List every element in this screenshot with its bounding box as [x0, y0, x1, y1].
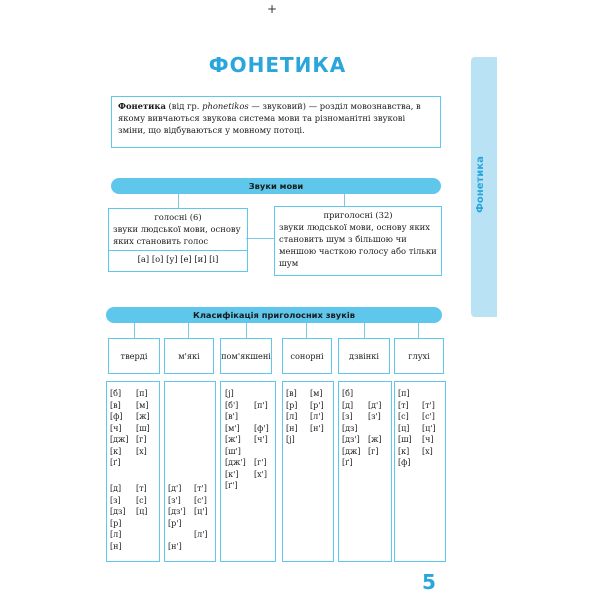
- sound-cell: [т']: [422, 400, 435, 410]
- sound-cell: [х]: [136, 446, 147, 456]
- sound-cell: [б']: [225, 400, 239, 410]
- vowels-heading: голосні (6): [154, 212, 202, 222]
- sound-cell: [ж']: [225, 435, 241, 444]
- sound-cell: [з]: [342, 412, 353, 421]
- connector-line: [364, 323, 365, 338]
- sound-cell: [г']: [254, 458, 267, 467]
- sound-cell: [н]: [286, 423, 298, 433]
- category-sonorant: сонорні: [282, 338, 332, 374]
- sound-cell: [ш]: [398, 435, 412, 444]
- sound-cell: [л']: [194, 530, 208, 539]
- definition-post: — звуковий) — розділ мовознавства, в якому вивчаються звукова система мови та різноманітні звукові зміни, що відбуваються у мовному потоці.: [118, 101, 421, 135]
- sound-cell: [т]: [398, 400, 409, 410]
- sound-cell: [к]: [398, 446, 410, 456]
- column-soft: [164, 381, 216, 562]
- sound-cell: [ц]: [398, 423, 410, 433]
- vowels-list: [а] [о] [у] [е] [и] [і]: [109, 250, 247, 265]
- sound-cell: [дз]: [110, 507, 126, 516]
- sound-cell: [т]: [136, 484, 147, 493]
- sound-cell: [дж]: [342, 446, 361, 456]
- sound-cell: [ш]: [136, 423, 150, 433]
- consonants-heading: приголосні (32): [323, 210, 393, 220]
- sound-cell: [ґ]: [342, 458, 353, 467]
- sound-cell: [з]: [110, 495, 121, 505]
- sound-cell: [п']: [254, 400, 268, 410]
- connector-line: [418, 323, 419, 338]
- crop-mark: +: [267, 2, 278, 16]
- sound-cell: [з']: [168, 495, 181, 505]
- sound-cell: [м]: [136, 400, 149, 410]
- connector-line: [178, 194, 179, 208]
- sound-cell: [р']: [310, 400, 324, 410]
- sound-cell: [ф]: [398, 458, 411, 467]
- sound-cell: [х']: [254, 469, 267, 479]
- sound-cell: [ц']: [422, 423, 436, 433]
- sound-cell: [м']: [225, 423, 240, 433]
- sound-cell: [л]: [110, 530, 122, 539]
- sound-cell: [г]: [136, 435, 147, 444]
- sound-cell: [дз']: [168, 507, 186, 516]
- sound-cell: [дз]: [342, 423, 358, 433]
- sound-cell: [ч]: [422, 435, 434, 444]
- consonants-box: [274, 206, 442, 276]
- sound-cell: [j]: [286, 435, 295, 444]
- sound-cell: [р']: [168, 518, 182, 528]
- sound-cell: [ґ']: [225, 481, 238, 490]
- category-voiced: дзвінкі: [338, 338, 390, 374]
- sound-cell: [ш']: [225, 446, 241, 456]
- sound-cell: [ф']: [254, 423, 269, 433]
- sound-cell: [д']: [168, 484, 182, 493]
- sound-cell: [ґ]: [110, 458, 121, 467]
- connector-line: [188, 323, 189, 338]
- sound-cell: [х]: [422, 446, 433, 456]
- vowels-box: [108, 208, 248, 272]
- sound-cell: [м]: [310, 389, 323, 398]
- category-palatalized: пом'якшені: [220, 338, 272, 374]
- connector-line: [344, 194, 345, 206]
- sound-cell: [в]: [110, 400, 121, 410]
- sound-cell: [с]: [136, 495, 147, 505]
- definition-term: Фонетика: [118, 101, 166, 111]
- sound-cell: [б]: [342, 389, 354, 398]
- classification-bar: Класифікація приголосних звуків: [106, 307, 442, 323]
- sound-cell: [в]: [286, 389, 297, 398]
- sound-cell: [п]: [398, 389, 410, 398]
- definition-pre: (від гр.: [165, 101, 203, 111]
- connector-line: [306, 323, 307, 338]
- connector-line: [246, 323, 247, 338]
- sound-cell: [ч]: [110, 423, 122, 433]
- side-tab-label: Фонетика: [475, 156, 486, 214]
- sound-cell: [с']: [194, 495, 207, 505]
- sound-cell: [с']: [422, 412, 435, 421]
- sound-cell: [к']: [225, 469, 239, 479]
- connector-line: [246, 238, 274, 239]
- definition-box: [111, 96, 441, 148]
- sound-cell: [ж]: [368, 435, 382, 444]
- category-hard: тверді: [108, 338, 160, 374]
- page-title: ФОНЕТИКА: [208, 53, 347, 77]
- sounds-bar: Звуки мови: [111, 178, 441, 194]
- sound-cell: [с]: [398, 412, 409, 421]
- sound-cell: [д]: [110, 484, 122, 493]
- sound-cell: [в']: [225, 412, 238, 421]
- sound-cell: [дж']: [225, 458, 246, 467]
- sound-cell: [н']: [168, 541, 182, 551]
- sound-cell: [з']: [368, 412, 381, 421]
- sound-cell: [б]: [110, 389, 122, 398]
- sound-cell: [j]: [225, 389, 234, 398]
- sound-cell: [ж]: [136, 412, 150, 421]
- consonants-description: звуки людської мови, основу яких становить шум з більшою чи меншою часткою голосу або тільки шум: [279, 222, 437, 268]
- sound-cell: [н]: [110, 541, 122, 551]
- category-soft: м'які: [164, 338, 214, 374]
- sound-cell: [г]: [368, 446, 379, 456]
- sound-cell: [д]: [342, 400, 354, 410]
- sound-cell: [п]: [136, 389, 148, 398]
- sound-cell: [т']: [194, 484, 207, 493]
- connector-line: [134, 323, 135, 338]
- definition-foreign: phonetikos: [202, 101, 249, 111]
- page-number: 5: [422, 570, 436, 594]
- category-voiceless: глухі: [394, 338, 444, 374]
- sound-cell: [ц]: [136, 507, 148, 516]
- sound-cell: [дз']: [342, 435, 360, 444]
- sound-cell: [ц']: [194, 507, 208, 516]
- sound-cell: [л']: [310, 412, 324, 421]
- sound-cell: [д']: [368, 400, 382, 410]
- sound-cell: [дж]: [110, 435, 129, 444]
- sound-cell: [ф]: [110, 412, 123, 421]
- vowels-description: звуки людської мови, основу яких становить голос: [113, 224, 241, 246]
- sound-cell: [р]: [286, 400, 298, 410]
- sound-cell: [н']: [310, 423, 324, 433]
- sound-cell: [л]: [286, 412, 298, 421]
- sound-cell: [к]: [110, 446, 122, 456]
- sound-cell: [р]: [110, 518, 122, 528]
- sound-cell: [ч']: [254, 435, 268, 444]
